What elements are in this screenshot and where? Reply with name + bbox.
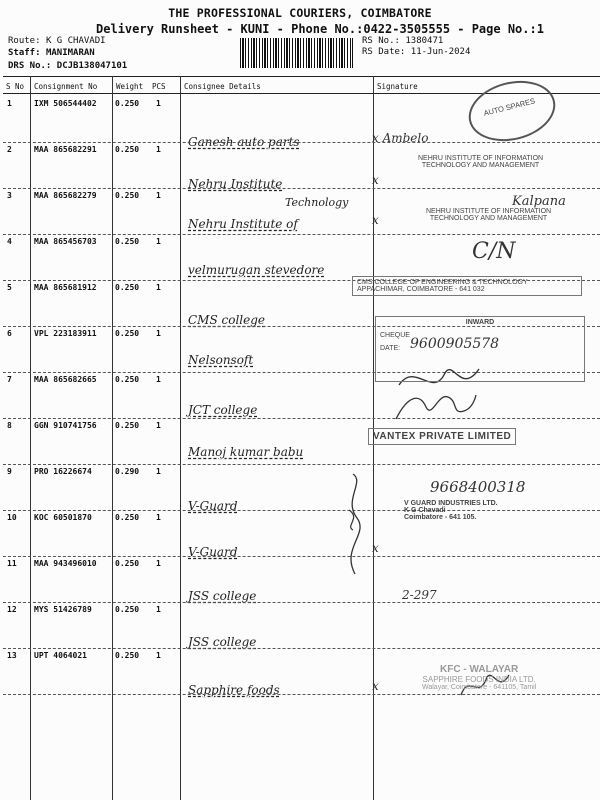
row-weight: 0.250	[115, 605, 140, 614]
row-consignment-no: MAA 943496010	[34, 559, 97, 568]
col-header-pcs: PCS	[152, 82, 166, 91]
rs-no-label: RS No.:	[362, 36, 400, 46]
row-weight: 0.250	[115, 559, 140, 568]
drs-value: DCJB138047101	[56, 61, 128, 71]
row-consignee: V-Guard	[188, 499, 238, 513]
rs-date-line	[362, 47, 470, 57]
row-sno: 11	[7, 559, 17, 568]
inward-stamp	[375, 316, 585, 382]
cms-stamp-line2: APPACHIMAR, COIMBATORE - 641 032	[357, 286, 485, 293]
staff-line	[8, 48, 95, 58]
row-pcs: 1	[156, 329, 161, 338]
row-sno: 8	[7, 421, 12, 430]
row-consignment-no: MAA 865682291	[34, 145, 97, 154]
route-line	[8, 36, 106, 46]
vguard-stamp-line2: K G Chavadi	[404, 507, 446, 514]
row-separator	[3, 234, 600, 235]
auto-spares-seal	[462, 72, 561, 150]
nehru-stamp-2-line2: TECHNOLOGY AND MANAGEMENT	[429, 215, 548, 222]
row-pcs: 1	[156, 145, 161, 154]
row-signature: x	[372, 213, 379, 227]
row-signature: x	[372, 679, 379, 693]
kfc-stamp-line3: Walayar, Coimbatore - 641105, Tamil	[422, 684, 537, 691]
row-separator	[3, 648, 600, 649]
nehru-stamp-2	[426, 208, 551, 222]
row-pcs: 1	[156, 283, 161, 292]
row-pcs: 1	[156, 237, 161, 246]
column-divider	[30, 76, 31, 800]
row-weight: 0.250	[115, 99, 140, 108]
row-weight: 0.250	[115, 329, 140, 338]
row-signature: x	[372, 541, 379, 555]
kalpana-signature: Kalpana	[512, 194, 566, 209]
row-signature: x	[372, 173, 379, 187]
row-consignee: JSS college	[188, 589, 257, 603]
column-divider	[180, 76, 181, 800]
row-sno: 12	[7, 605, 17, 614]
row-consignment-no: VPL 223183911	[34, 329, 97, 338]
row-consignee: Nehru Institute of	[188, 217, 298, 231]
row-sno: 6	[7, 329, 12, 338]
row-weight: 0.250	[115, 513, 140, 522]
cms-stamp-line1: CMS COLLEGE OF ENGINEERING & TECHNOLOGY	[357, 279, 528, 286]
row-signature: x Ambelo	[372, 131, 429, 145]
nehru-stamp-1-line2: TECHNOLOGY AND MANAGEMENT	[421, 162, 540, 169]
row12-note: 2-297	[402, 588, 437, 602]
row-weight: 0.250	[115, 651, 140, 660]
row-separator	[3, 142, 600, 143]
row-consignment-no: MAA 865682279	[34, 191, 97, 200]
bracket-scribble	[335, 470, 375, 580]
row-sno: 4	[7, 237, 12, 246]
row-weight: 0.250	[115, 237, 140, 246]
row-pcs: 1	[156, 99, 161, 108]
drs-line	[8, 61, 127, 71]
route-label: Route:	[8, 36, 41, 46]
row-consignment-no: UPT 4064021	[34, 651, 87, 660]
runsheet-title: Delivery Runsheet - KUNI - Phone No.:0422-3505555 - Page No.:1	[96, 22, 544, 36]
row-consignee: Ganesh auto parts	[188, 135, 300, 149]
row-weight: 0.250	[115, 375, 140, 384]
row-weight: 0.250	[115, 191, 140, 200]
row-weight: 0.250	[115, 145, 140, 154]
row-sno: 9	[7, 467, 12, 476]
row-consignee: Nehru Institute	[188, 177, 283, 191]
vguard-stamp	[404, 500, 498, 521]
staff-value: MANIMARAN	[45, 48, 95, 58]
row-signature: C/N	[472, 239, 516, 264]
row-sno: 7	[7, 375, 12, 384]
row-separator	[3, 602, 600, 603]
rs-date-label: RS Date:	[362, 47, 406, 57]
seal-text: AUTO SPARES	[482, 96, 536, 118]
row-consignment-no: PRO 16226674	[34, 467, 92, 476]
barcode	[240, 38, 353, 68]
row-weight: 0.250	[115, 421, 140, 430]
phone-note: 9668400318	[430, 478, 526, 496]
row-sno: 10	[7, 513, 17, 522]
rs-no-line	[362, 36, 443, 46]
row-pcs: 1	[156, 605, 161, 614]
inward-stamp-date: DATE:	[380, 345, 401, 352]
vguard-stamp-line3: Coimbatore - 641 105.	[404, 514, 477, 521]
row-sno: 1	[7, 99, 12, 108]
vantex-stamp: VANTEX PRIVATE LIMITED	[368, 428, 516, 445]
row-separator	[3, 510, 600, 511]
row-pcs: 1	[156, 513, 161, 522]
cms-college-stamp	[352, 276, 582, 296]
row-consignee: Sapphire foods	[188, 683, 280, 697]
row-sno: 2	[7, 145, 12, 154]
column-divider	[112, 76, 113, 800]
rs-date-value: 11-Jun-2024	[410, 47, 471, 57]
kfc-stamp-line2: SAPPHIRE FOODS INDIA LTD.	[422, 675, 536, 684]
row-sno: 3	[7, 191, 12, 200]
row-consignment-no: MAA 865682665	[34, 375, 97, 384]
row-pcs: 1	[156, 467, 161, 476]
row-consignment-no: MAA 865681912	[34, 283, 97, 292]
row-consignee: V-Guard	[188, 545, 238, 559]
inward-stamp-cheque: CHEQUE	[380, 332, 410, 339]
nehru-stamp-2-line1: NEHRU INSTITUTE OF INFORMATION	[426, 208, 552, 215]
row-consignee: Manoj kumar babu	[188, 445, 304, 459]
nehru-stamp-1-line1: NEHRU INSTITUTE OF INFORMATION	[418, 155, 544, 162]
row-consignment-no: MYS 51426789	[34, 605, 92, 614]
row-pcs: 1	[156, 421, 161, 430]
vguard-stamp-line1: V GUARD INDUSTRIES LTD.	[404, 500, 498, 507]
row-pcs: 1	[156, 559, 161, 568]
kfc-stamp	[422, 664, 536, 691]
row-separator	[3, 464, 600, 465]
row-consignment-no: MAA 865456703	[34, 237, 97, 246]
row-consignee: CMS college	[188, 313, 266, 327]
nehru-stamp-1	[418, 155, 543, 169]
row-consignment-no: IXM 506544402	[34, 99, 97, 108]
row-sno: 13	[7, 651, 17, 660]
col-header-sno: S No	[6, 82, 25, 91]
row-sno: 5	[7, 283, 12, 292]
row3-extra-note: Technology	[285, 196, 349, 209]
row-pcs: 1	[156, 191, 161, 200]
col-header-weight: Weight	[116, 82, 144, 91]
drs-label: DRS No.:	[8, 61, 52, 71]
rs-no-value: 1380471	[405, 36, 444, 46]
row-weight: 0.290	[115, 467, 140, 476]
route-value: K G CHAVADI	[45, 36, 106, 46]
row-separator	[3, 188, 600, 189]
kfc-stamp-line1: KFC - WALAYAR	[440, 664, 519, 675]
staff-label: Staff:	[8, 48, 41, 58]
inward-stamp-title: INWARD	[465, 319, 495, 326]
row-pcs: 1	[156, 651, 161, 660]
row-consignee: Nelsonsoft	[188, 353, 254, 367]
col-header-signature: Signature	[377, 82, 418, 91]
table-top-rule	[3, 76, 600, 77]
row-separator	[3, 556, 600, 557]
row-separator	[3, 418, 600, 419]
row-weight: 0.250	[115, 283, 140, 292]
col-header-consignee: Consignee Details	[184, 82, 261, 91]
row-consignee: JSS college	[188, 635, 257, 649]
row-consignee: JCT college	[188, 403, 258, 417]
row-consignee: velmurugan stevedore	[188, 263, 325, 277]
col-header-consignment: Consignment No	[34, 82, 98, 91]
row6-phone-note: 9600905578	[410, 336, 500, 352]
row-consignment-no: GGN 910741756	[34, 421, 97, 430]
company-title: THE PROFESSIONAL COURIERS, COIMBATORE	[168, 6, 432, 20]
row-pcs: 1	[156, 375, 161, 384]
row-consignment-no: KOC 60501870	[34, 513, 92, 522]
